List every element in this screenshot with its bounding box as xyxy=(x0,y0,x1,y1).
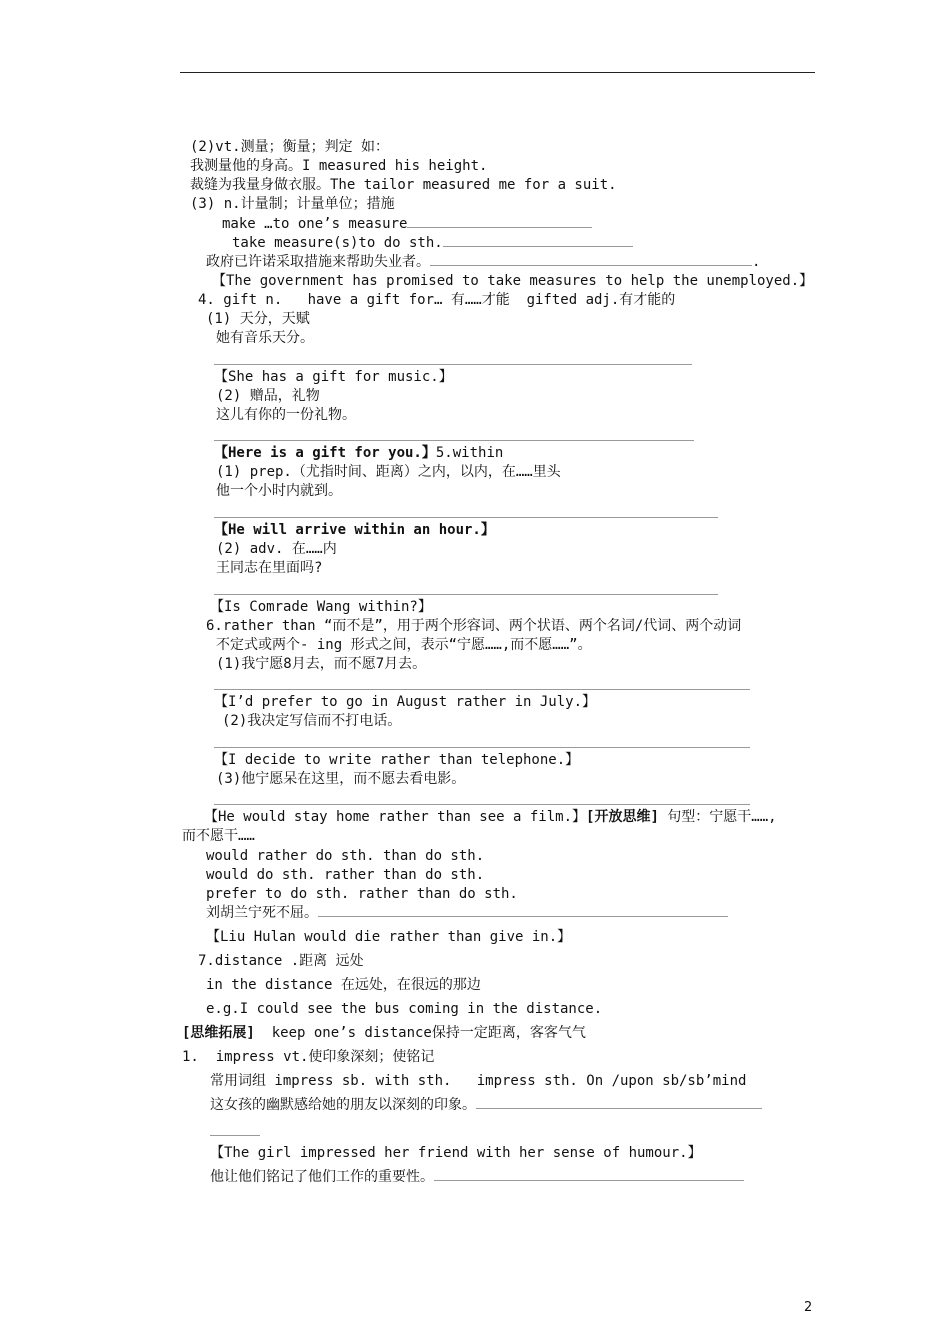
text-line xyxy=(222,215,592,233)
answer-blank[interactable] xyxy=(214,689,750,690)
text-line: prefer to do sth. rather than do sth. xyxy=(206,886,518,902)
text-line: 不定式或两个- ing 形式之间，表示“宁愿……,而不愿……”。 xyxy=(216,637,592,653)
text-line: (1) 天分，天赋 xyxy=(206,311,310,327)
text-line: 她有音乐天分。 xyxy=(216,330,314,346)
answer-blank[interactable] xyxy=(214,440,694,441)
section-heading: 4. gift n. have a gift for… 有……才能 gifted adj.有才能的 xyxy=(198,292,676,308)
text-line: (2)vt.测量；衡量；判定 如： xyxy=(190,139,390,155)
text-line xyxy=(206,253,760,271)
phrase: take measure(s)to do sth. xyxy=(232,235,443,251)
text-line: e.g.I could see the bus coming in the distance. xyxy=(206,1001,603,1017)
answer-line: 【Liu Hulan would die rather than give in.】 xyxy=(206,929,572,945)
answer-blank[interactable] xyxy=(430,253,752,266)
text-line xyxy=(204,808,777,826)
answer-text: 【He would stay home rather than see a film.】 xyxy=(204,809,587,825)
text-line: (2) adv. 在……内 xyxy=(216,541,337,557)
phrase: keep one’s distance保持一定距离，客客气气 xyxy=(254,1025,586,1041)
text-line: (1)我宁愿8月去，而不愿7月去。 xyxy=(216,656,427,672)
phrase: 他让他们铭记了他们工作的重要性。 xyxy=(210,1169,434,1185)
text-line xyxy=(182,1024,586,1042)
text-line: (2)我决定写信而不打电话。 xyxy=(222,713,402,729)
answer-blank[interactable] xyxy=(443,234,633,247)
text-line xyxy=(210,1168,744,1186)
text-line: 而不愿干…… xyxy=(182,828,255,844)
answer-line: 【He will arrive within an hour.】 xyxy=(214,522,495,538)
text-line: 裁缝为我量身做衣服。The tailor measured me for a suit. xyxy=(190,177,617,193)
answer-blank[interactable] xyxy=(214,804,750,805)
text-line: 王同志在里面吗? xyxy=(216,560,323,576)
answer-line: 【I decide to write rather than telephone.】 xyxy=(214,752,580,768)
period: . xyxy=(752,254,761,270)
text-line xyxy=(214,444,503,462)
section-heading: 1. impress vt.使印象深刻；使铭记 xyxy=(182,1049,435,1065)
section-heading: 7.distance .距离 远处 xyxy=(198,953,364,969)
page-number: 2 xyxy=(804,1300,813,1315)
text-line: (1) prep.（尤指时间、距离）之内，以内，在……里头 xyxy=(216,464,561,480)
phrase: 句型：宁愿干……, xyxy=(658,809,777,825)
answer-line: 【The girl impressed her friend with her sense of humour.】 xyxy=(210,1145,702,1161)
answer-text: 【Here is a gift for you.】 xyxy=(214,445,436,461)
answer-line: 【She has a gift for music.】 xyxy=(214,369,453,385)
extension-label: [思维拓展] xyxy=(182,1025,255,1041)
text-line: would do sth. rather than do sth. xyxy=(206,867,485,883)
phrase: 刘胡兰宁死不屈。 xyxy=(206,905,318,921)
answer-line: 【I’d prefer to go in August rather in July.】 xyxy=(214,694,597,710)
header-rule xyxy=(180,72,815,73)
text-line xyxy=(210,1096,762,1114)
answer-blank[interactable] xyxy=(214,594,718,595)
text-line: (2) 赠品，礼物 xyxy=(216,388,320,404)
answer-blank[interactable] xyxy=(434,1168,744,1181)
answer-blank[interactable] xyxy=(476,1096,762,1109)
open-thinking-label: [开放思维] xyxy=(586,809,659,825)
text-line: (3)他宁愿呆在这里，而不愿去看电影。 xyxy=(216,771,466,787)
text-line: 他一个小时内就到。 xyxy=(216,483,342,499)
text-line: 我测量他的身高。I measured his height. xyxy=(190,158,488,174)
text-line: 常用词组 impress sb. with sth. impress sth. On /upon sb/sb’mind xyxy=(210,1073,747,1089)
answer-blank[interactable] xyxy=(318,904,728,917)
answer-blank[interactable] xyxy=(214,517,718,518)
text-line xyxy=(206,904,728,922)
text-line: in the distance 在远处，在很远的那边 xyxy=(206,977,481,993)
text-line xyxy=(232,234,633,252)
section-heading: 5.within xyxy=(435,445,504,461)
section-heading: 6.rather than “而不是”，用于两个形容词、两个状语、两个名词/代词、两个动词 xyxy=(206,618,742,634)
text-line: (3) n.计量制；计量单位；措施 xyxy=(190,196,395,212)
answer-blank[interactable] xyxy=(210,1135,260,1136)
phrase: make …to one’s measure xyxy=(222,216,408,232)
phrase: 这女孩的幽默感给她的朋友以深刻的印象。 xyxy=(210,1097,476,1113)
answer-blank[interactable] xyxy=(214,747,750,748)
text-line: would rather do sth. than do sth. xyxy=(206,848,485,864)
answer-line: 【The government has promised to take measures to help the unemployed.】 xyxy=(212,273,814,289)
answer-blank[interactable] xyxy=(214,364,692,365)
answer-line: 【Is Comrade Wang within?】 xyxy=(210,599,432,615)
phrase: 政府已许诺采取措施来帮助失业者。 xyxy=(206,254,430,270)
text-line: 这儿有你的一份礼物。 xyxy=(216,407,356,423)
answer-blank[interactable] xyxy=(407,215,592,228)
